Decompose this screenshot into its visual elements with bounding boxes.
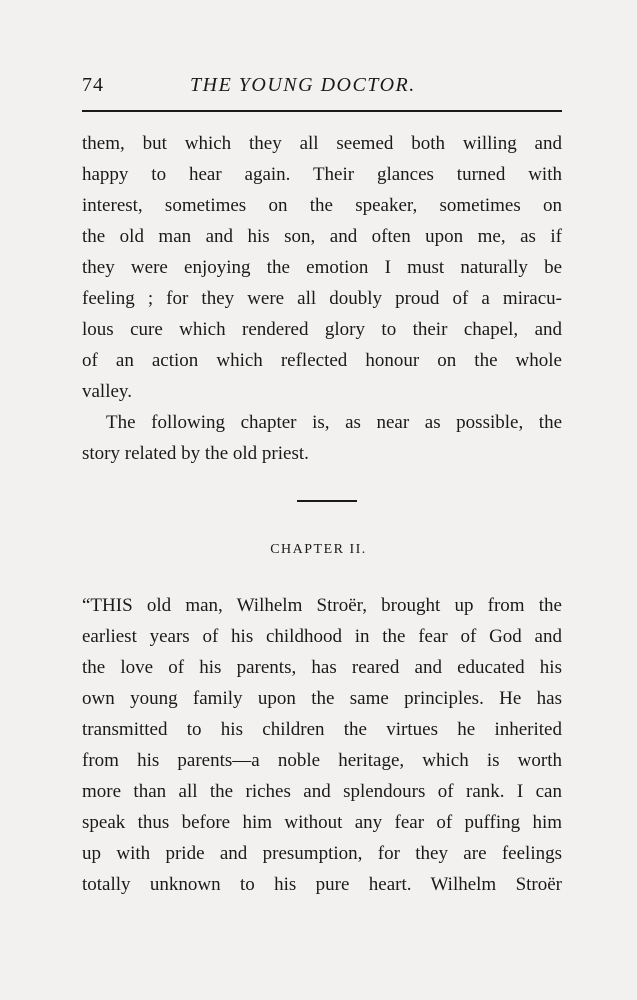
text-line: totally unknown to his pure heart. Wilhelm Stroër [82,874,562,895]
text-line: lous cure which rendered glory to their chapel, and [82,319,562,340]
text-line: from his parents—a noble heritage, which is worth [82,750,562,771]
text-line: happy to hear again. Their glances turned with [82,164,562,185]
text-line: own young family upon the same principles. He has [82,688,562,709]
text-line: “THIS old man, Wilhelm Stroër, brought up from the [82,595,562,616]
page-number: 74 [82,74,104,96]
text-line: valley. [82,381,132,402]
text-line: they were enjoying the emotion I must naturally be [82,257,562,278]
text-line: transmitted to his children the virtues he inherited [82,719,562,740]
section-break-rule [297,500,357,502]
text-line: story related by the old priest. [82,443,309,464]
text-line: up with pride and presumption, for they are feelings [82,843,562,864]
chapter-heading: CHAPTER II. [270,542,367,557]
text-line: the love of his parents, has reared and educated his [82,657,562,678]
running-title: THE YOUNG DOCTOR. [190,74,416,96]
text-line: of an action which reflected honour on the whole [82,350,562,371]
text-line: them, but which they all seemed both willing and [82,133,562,154]
text-line: the old man and his son, and often upon me, as if [82,226,562,247]
text-line: interest, sometimes on the speaker, sometimes on [82,195,562,216]
page-header [82,74,562,104]
header-rule [82,110,562,112]
chapter-text [82,590,562,900]
text-line: speak thus before him without any fear of puffing him [82,812,562,833]
text-line: more than all the riches and splendours of rank. I can [82,781,562,802]
body-text [82,128,562,469]
text-line: The following chapter is, as near as possible, the [106,412,562,433]
text-line: earliest years of his childhood in the fear of God and [82,626,562,647]
text-line: feeling ; for they were all doubly proud of a miracu- [82,288,562,309]
